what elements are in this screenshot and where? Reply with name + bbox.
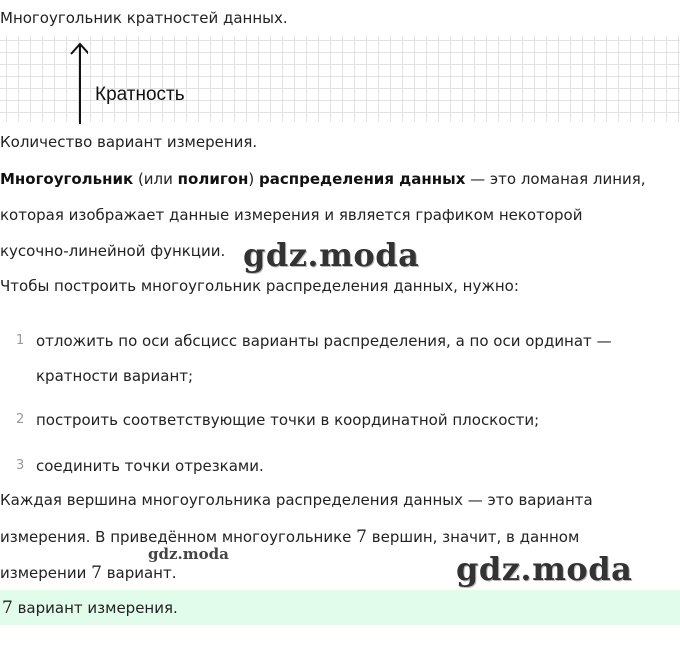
explanation-text: вершин, значит, в данном [366,528,580,546]
watermark: gdz.moda [148,545,229,563]
answer-text [2,598,178,618]
answer-number: 7 [2,598,13,618]
step-number: 2 [16,412,25,427]
term-distribution: распределения данных [258,170,466,188]
watermark: gdz.moda [243,236,420,274]
explanation-line-1: Каждая вершина многоугольника распределения данных — это варианта [0,491,593,509]
term-polygon: Многоугольник [0,170,134,188]
definition-line-3: кусочно-линейной функции. [0,242,226,260]
step-number: 1 [16,333,25,348]
step-text: отложить по оси абсцисс варианты распределения, а по оси ординат — [36,332,612,350]
explanation-text: вариант. [101,564,177,582]
step-text: кратности вариант; [36,367,194,385]
watermark: gdz.moda [456,550,633,588]
variant-count: 7 [91,563,102,583]
chart-note: Количество вариант измерения. [0,133,258,151]
vertex-count: 7 [356,527,367,547]
definition-line-1 [0,169,646,189]
chart-grid [0,36,680,122]
definition-text: (или [133,170,178,188]
explanation-line-3 [0,563,177,583]
y-axis-arrow-icon [68,40,88,126]
answer-box [0,590,680,625]
explanation-text: измерении [0,564,92,582]
figure-caption: Многоугольник кратностей данных. [0,9,288,27]
answer-label: вариант измерения. [12,599,178,617]
definition-line-2: которая изображает данные измерения и является графиком некоторой [0,206,583,224]
definition-text: — это ломаная линия, [465,170,646,188]
step-number: 3 [16,458,25,473]
term-polygon-alt: полигон [177,170,249,188]
explanation-line-2 [0,527,579,547]
explanation-text: измерения. В приведённом многоугольнике [0,528,357,546]
steps-intro: Чтобы построить многоугольник распределения данных, нужно: [0,277,519,295]
definition-text: ) [248,170,259,188]
step-text: соединить точки отрезками. [36,457,264,475]
y-axis-label: Кратность [95,84,185,105]
step-text: построить соответствующие точки в координатной плоскости; [36,411,540,429]
